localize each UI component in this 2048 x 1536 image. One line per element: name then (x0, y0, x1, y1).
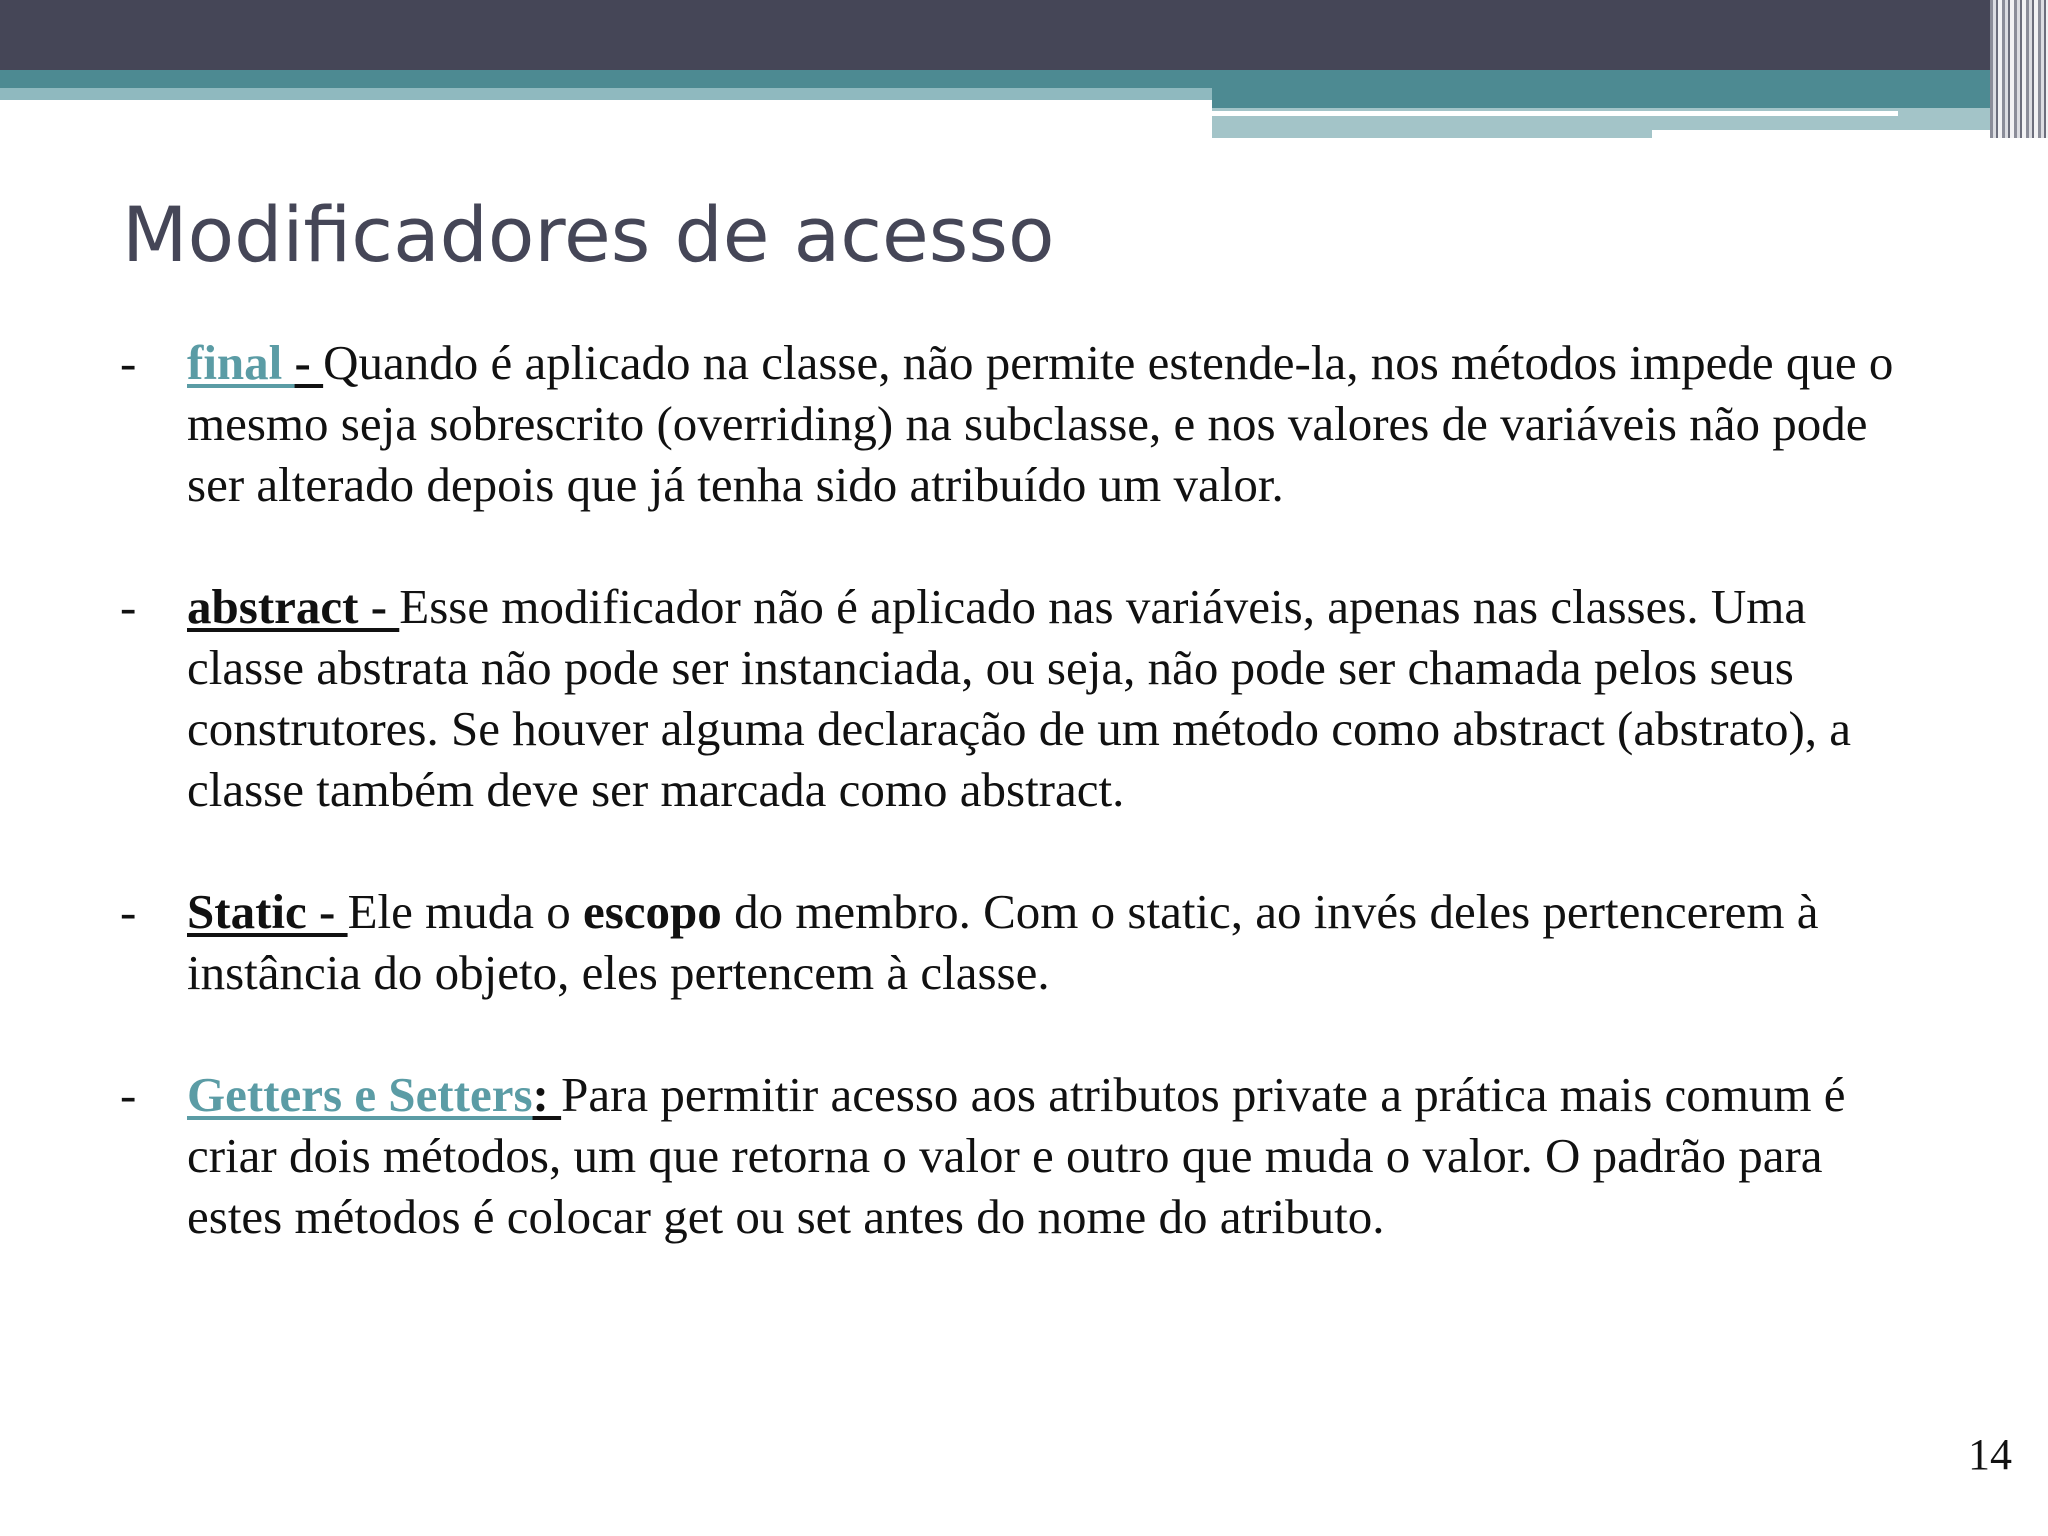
term-static: Static - (187, 884, 348, 939)
header-stripes (1990, 0, 2048, 138)
header-bar-teal-right (1212, 70, 2018, 108)
list-item-abstract (120, 576, 1920, 820)
term-final-link[interactable]: final (187, 335, 295, 390)
term-abstract: abstract - (187, 579, 400, 634)
header-bar-teal (0, 70, 1212, 88)
emphasis-escopo: escopo (582, 884, 722, 939)
item-description-before: Ele muda o (347, 884, 583, 939)
item-description: Esse modificador não é aplicado nas variáveis, apenas nas classes. Uma classe abstrata não pode ser instanciada, ou seja, não pode ser chamada pelos seus construtores. Se houver alguma declaração de um método como abstract (abstrato), a classe também deve ser marcada como abstract. (187, 579, 1852, 817)
item-description: Quando é aplicado na classe, não permite estende-la, nos métodos impede que o mesmo seja sobrescrito (overriding) na subclasse, e nos valores de variáveis não pode ser alterado depois que já tenha sido atribuído um valor. (187, 335, 1894, 512)
term-getters-setters-link[interactable]: Getters e Setters (187, 1067, 533, 1122)
item-description-after: do membro. Com o static, ao invés deles pertencerem à instância do objeto, eles pertencem à classe. (187, 884, 1819, 1000)
list-item-static (120, 881, 1920, 1003)
list-item-final (120, 332, 1920, 515)
bullet-dash: - (120, 335, 137, 390)
bullet-dash: - (120, 1067, 137, 1122)
bullet-list (120, 332, 1920, 1247)
header-white-line (1212, 111, 1898, 116)
header-bar-teal-light (0, 88, 1212, 100)
header-white-notch (1652, 130, 2018, 140)
bullet-dash: - (120, 579, 137, 634)
term-separator: : (532, 1067, 562, 1122)
item-description: Para permitir acesso aos atributos private a prática mais comum é criar dois métodos, um que retorna o valor e outro que muda o valor. O padrão para estes métodos é colocar get ou set antes do nome do atributo. (187, 1067, 1846, 1244)
term-separator: - (294, 335, 324, 390)
slide-title: Modificadores de acesso (122, 190, 1055, 279)
header-bar-dark (0, 0, 2048, 70)
list-item-getters-setters (120, 1064, 1920, 1247)
bullet-dash: - (120, 884, 137, 939)
page-number: 14 (1968, 1430, 2012, 1479)
